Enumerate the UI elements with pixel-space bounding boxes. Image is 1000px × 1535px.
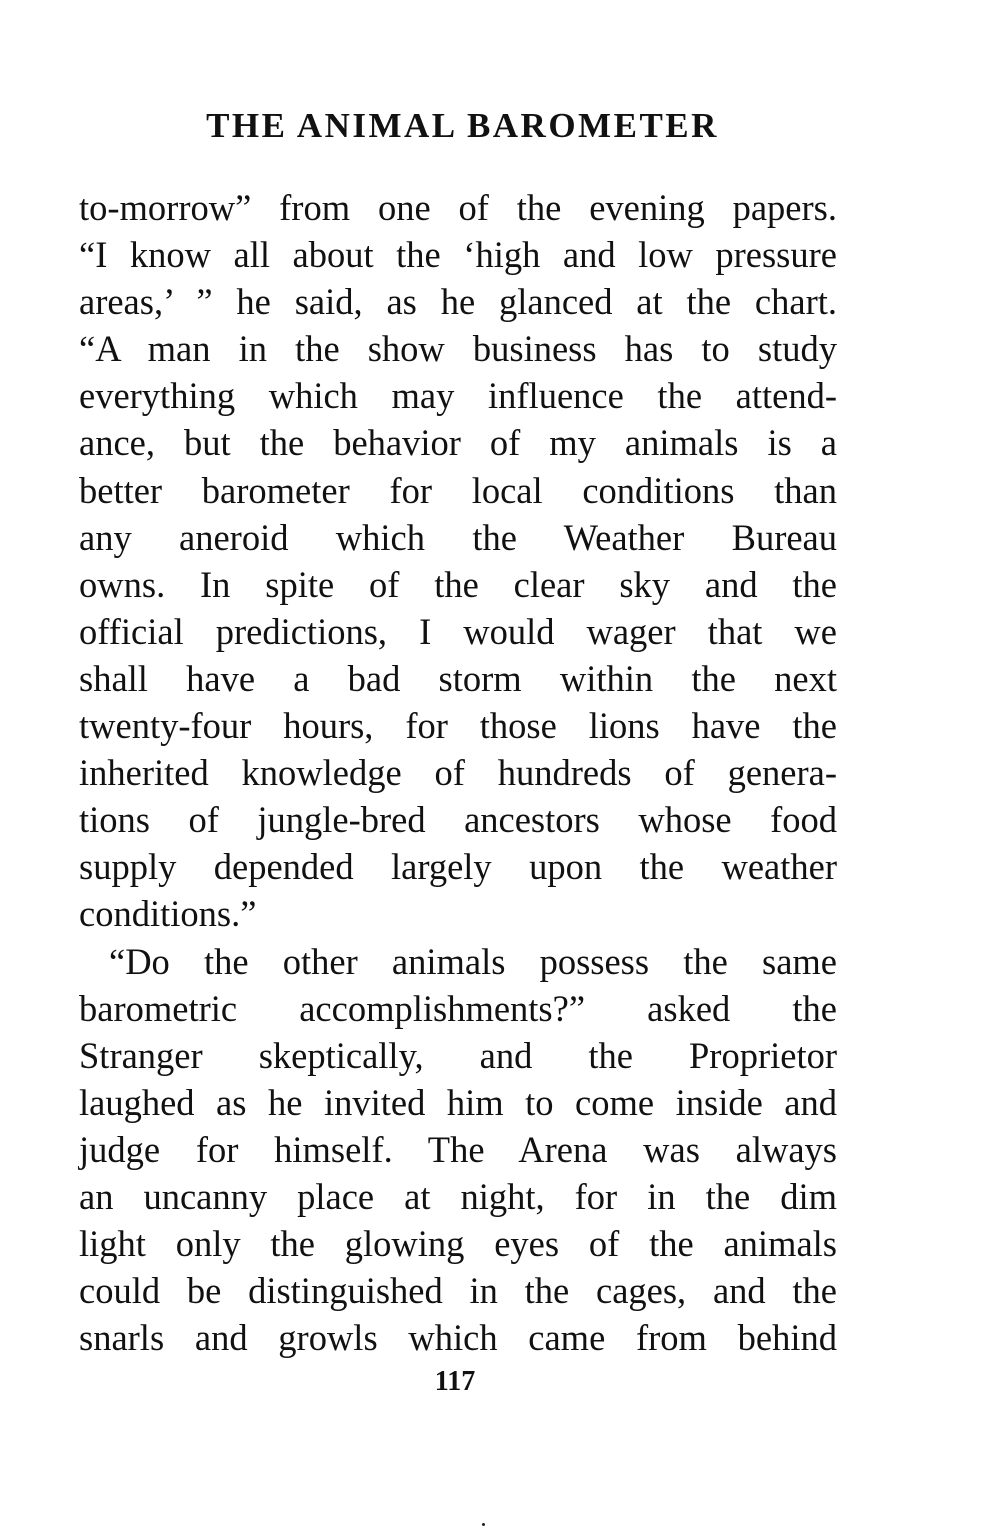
text-line: owns. In spite of the clear sky and the bbox=[79, 563, 837, 605]
text-line: barometric accomplishments?” asked the bbox=[79, 987, 837, 1029]
text-line: “Do the other animals possess the same bbox=[109, 940, 837, 982]
text-line: laughed as he invited him to come inside and bbox=[79, 1081, 837, 1123]
text-line: areas,’ ” he said, as he glanced at the chart. bbox=[79, 281, 837, 323]
body-text bbox=[79, 184, 837, 1361]
text-line: an uncanny place at night, for in the dim bbox=[79, 1175, 837, 1217]
text-line: ance, but the behavior of my animals is a bbox=[79, 422, 837, 464]
text-line: tions of jungle-bred ancestors whose food bbox=[79, 799, 837, 841]
text-line: official predictions, I would wager that we bbox=[79, 610, 837, 652]
text-line: any aneroid which the Weather Bureau bbox=[79, 516, 837, 558]
text-line: twenty-four hours, for those lions have the bbox=[79, 705, 837, 747]
text-line: everything which may influence the attend- bbox=[79, 375, 837, 417]
text-line: better barometer for local conditions than bbox=[79, 469, 837, 511]
text-line: judge for himself. The Arena was always bbox=[79, 1128, 837, 1170]
text-line: shall have a bad storm within the next bbox=[79, 657, 837, 699]
text-line: light only the glowing eyes of the animals bbox=[79, 1223, 837, 1265]
text-line: snarls and growls which came from behind bbox=[79, 1317, 837, 1359]
text-line: “I know all about the ‘high and low pressure bbox=[79, 234, 837, 276]
text-line: could be distinguished in the cages, and the bbox=[79, 1270, 837, 1312]
scan-speck bbox=[482, 1523, 485, 1526]
text-line: supply depended largely upon the weather bbox=[79, 846, 837, 888]
page-number: 117 bbox=[434, 1366, 476, 1397]
text-line: “A man in the show business has to study bbox=[79, 328, 837, 370]
text-line: conditions.” bbox=[79, 893, 257, 935]
text-line: Stranger skeptically, and the Proprietor bbox=[79, 1034, 837, 1076]
running-head: THE ANIMAL BAROMETER bbox=[206, 106, 719, 145]
text-line: to-morrow” from one of the evening papers. bbox=[79, 187, 837, 228]
text-line: inherited knowledge of hundreds of genera- bbox=[79, 752, 837, 794]
